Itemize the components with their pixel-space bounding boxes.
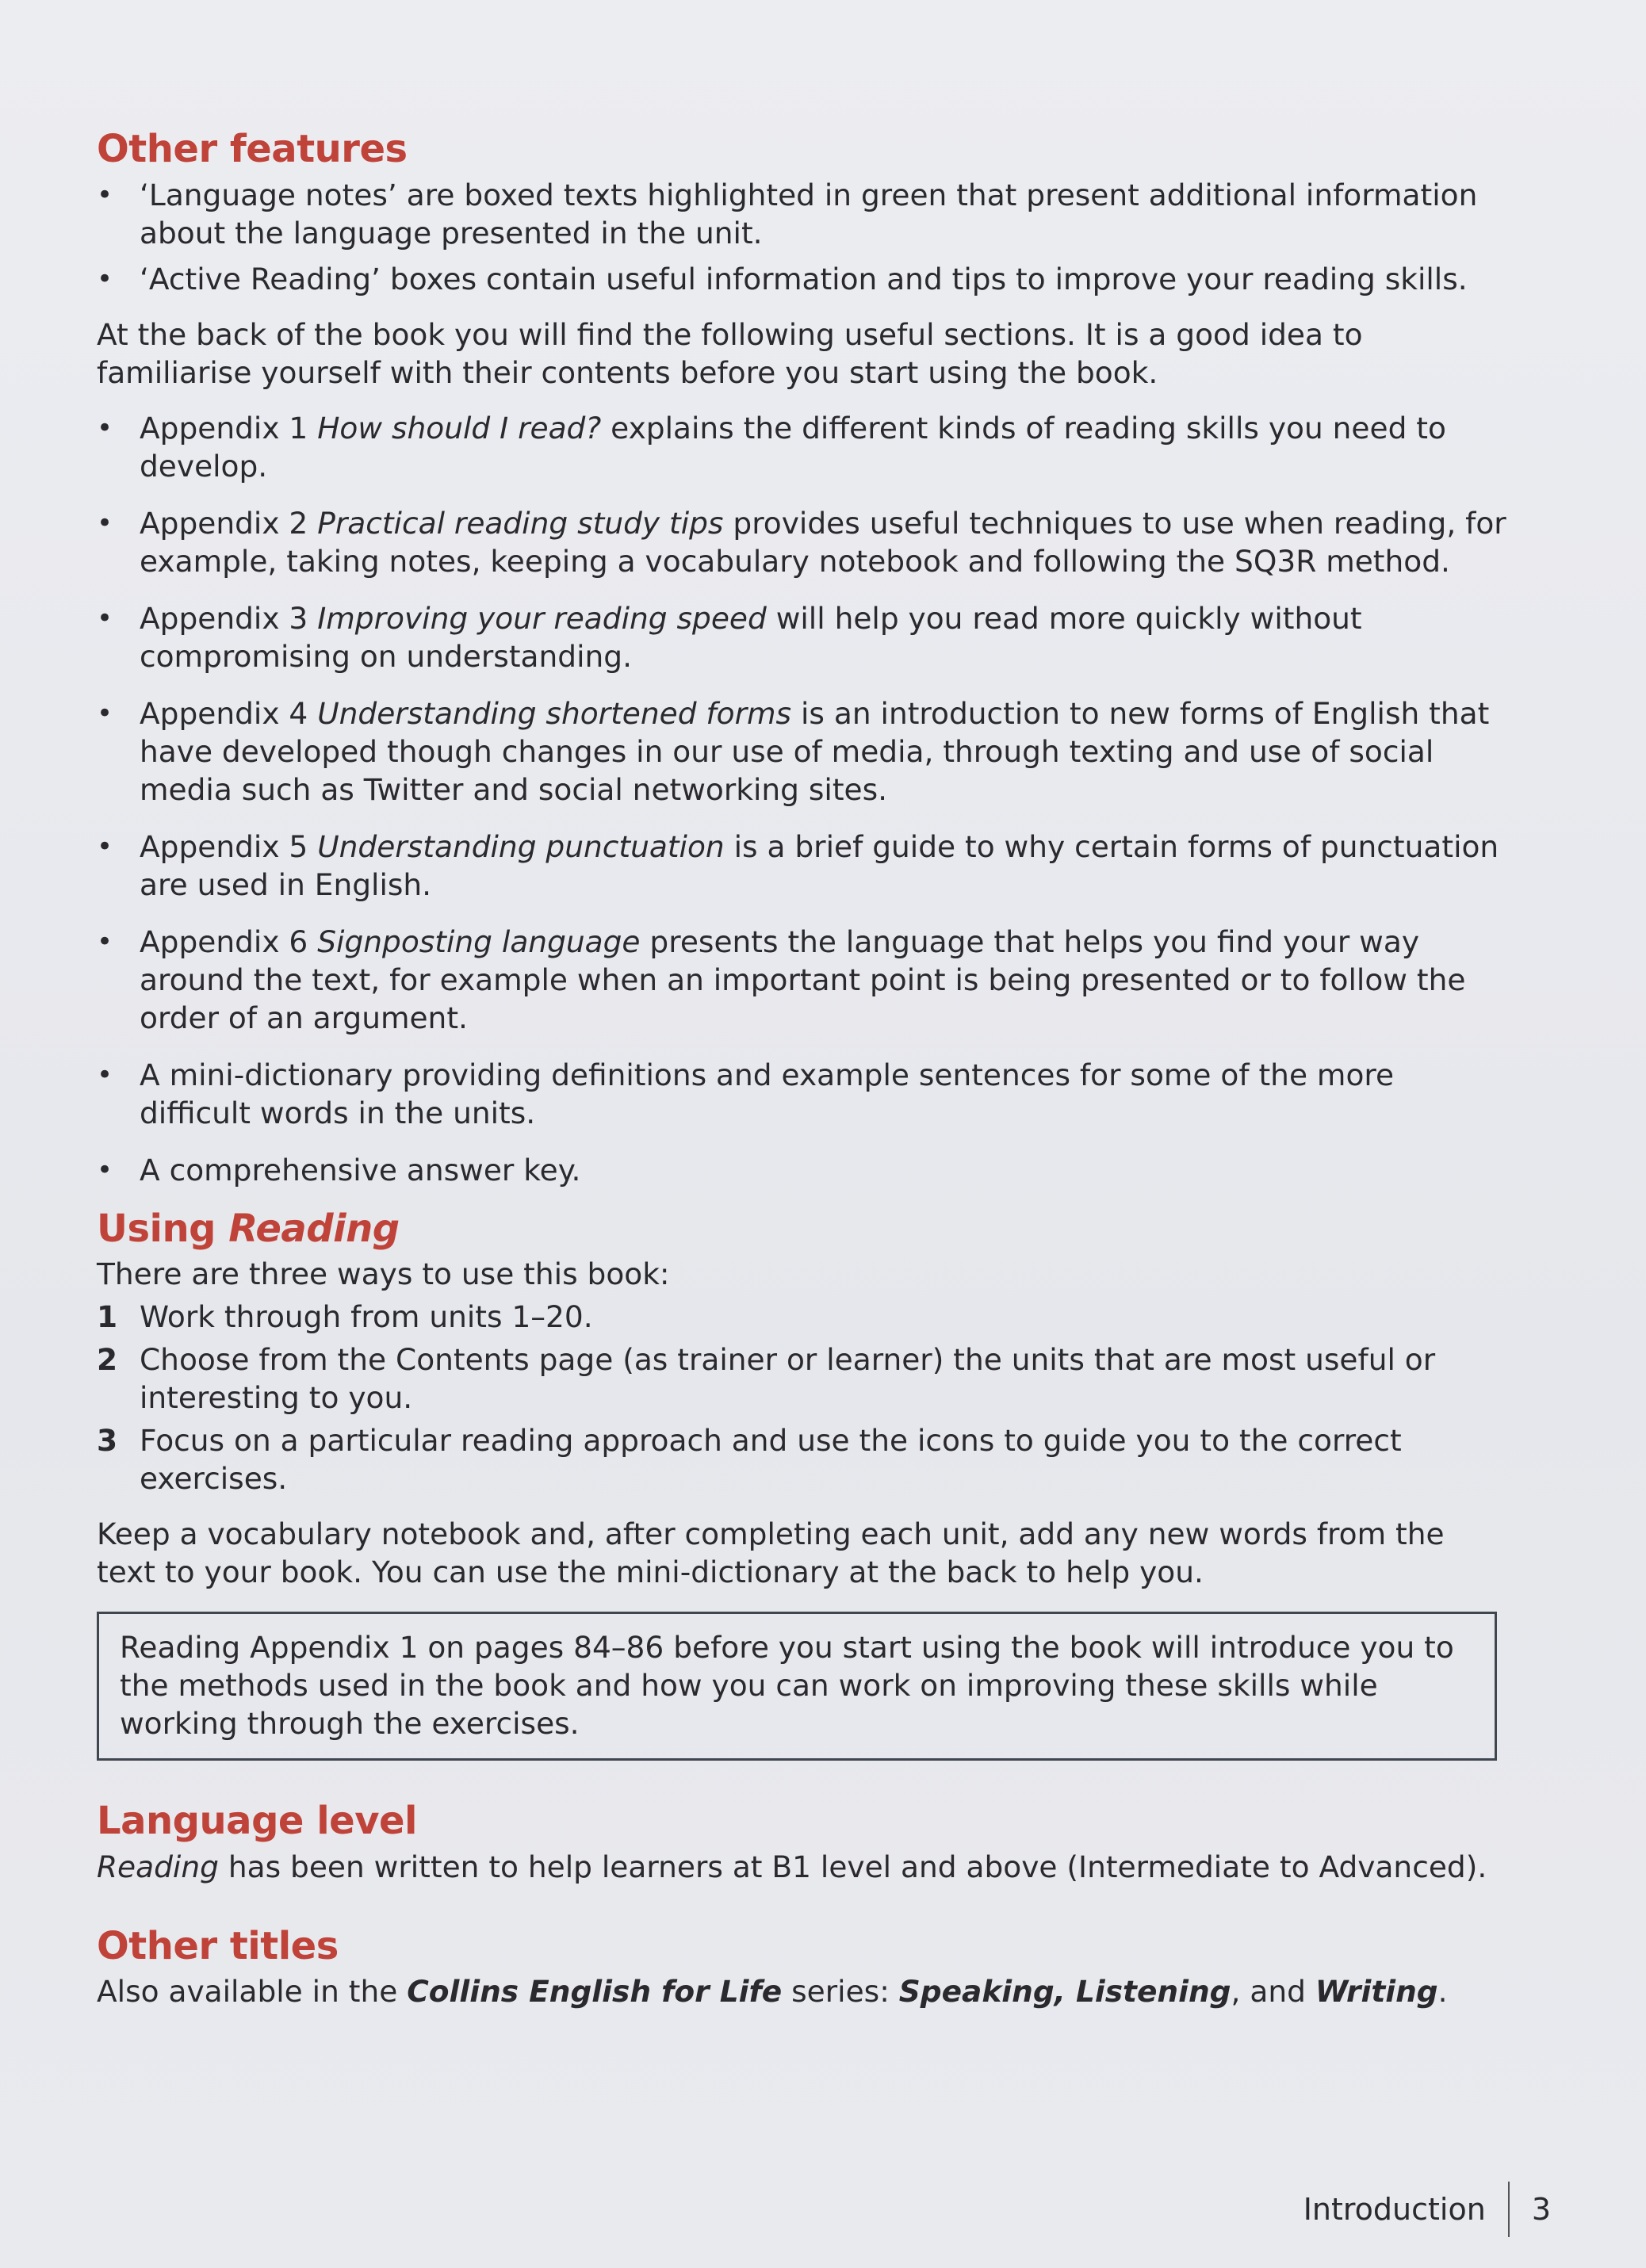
appendix-title: Understanding punctuation <box>317 828 725 864</box>
other-titles-lead: Also available in the <box>97 1974 408 2010</box>
appendix-title: Signposting language <box>317 924 641 959</box>
appendix-title: Understanding shortened forms <box>317 695 792 731</box>
appendix-desc: is a brief guide to why certain forms of punctuation are used in English. <box>140 828 1499 902</box>
vocab-note: Keep a vocabulary notebook and, after completing each unit, add any new words from the text to your book. You can use the mini-dictionary at the back to help you. <box>97 1516 1445 1590</box>
step-text: Work through from units 1–20. <box>140 1299 593 1335</box>
appendix-title: Practical reading study tips <box>317 505 724 541</box>
other-title-2: Writing <box>1315 1974 1438 2010</box>
appendix-prefix: Appendix 5 <box>140 828 318 864</box>
content <box>97 127 1508 2010</box>
heading-using-reading <box>97 1207 1508 1253</box>
list-item <box>97 1341 1508 1417</box>
steps-list <box>97 1298 1508 1497</box>
series-name: Collins English for Life <box>407 1974 783 2010</box>
appendix-title: How should I read? <box>317 410 602 446</box>
list-item <box>97 504 1508 580</box>
list-item: • A comprehensive answer key. <box>97 1151 1508 1189</box>
appendix-desc: explains the different kinds of reading skills you need to develop. <box>140 410 1446 484</box>
feature-list <box>97 176 1508 298</box>
list-item <box>97 828 1508 904</box>
using-intro: There are three ways to use this book: <box>97 1256 670 1292</box>
list-item <box>97 694 1508 809</box>
page-number: 3 <box>1531 2192 1551 2227</box>
other-titles-text <box>97 1972 1508 2010</box>
list-item <box>97 409 1508 485</box>
heading-other-features: Other features <box>97 127 408 171</box>
appendix-list <box>97 409 1508 1189</box>
list-item <box>97 1298 1508 1336</box>
footer-section: Introduction <box>1303 2192 1486 2227</box>
step-text: Choose from the Contents page (as trainer or learner) the units that are most useful or interesting to you. <box>140 1342 1436 1416</box>
heading-using-plain: Using <box>97 1206 229 1251</box>
heading-other-titles: Other titles <box>97 1923 339 1968</box>
appendix-prefix: Appendix 6 <box>140 924 318 959</box>
step-number: 1 <box>97 1299 118 1335</box>
appendix-tip-box <box>97 1612 1497 1761</box>
appendix-desc: presents the language that helps you find your way around the text, for example when an important point is being presented or to follow the order of an argument. <box>140 924 1466 1035</box>
appendix-prefix: Appendix 2 <box>140 505 318 541</box>
language-level-text <box>97 1848 1508 1886</box>
list-item <box>97 1421 1508 1497</box>
list-item: • ‘Language notes’ are boxed texts highlighted in green that present additional information about the language presented in the unit. <box>97 176 1508 252</box>
list-item <box>97 599 1508 675</box>
appendix-desc: is an introduction to new forms of English that have developed though changes in our use of media, through texting and use of social media such as Twitter and social networking sites. <box>140 695 1490 807</box>
language-level-body: has been written to help learners at B1 level and above (Intermediate to Advanced). <box>218 1849 1487 1884</box>
other-titles-sep: , and <box>1231 1974 1315 2010</box>
list-item: • A mini-dictionary providing definitions and example sentences for some of the more difficult words in the units. <box>97 1056 1508 1132</box>
step-number: 3 <box>97 1423 118 1459</box>
other-title-1: Speaking, Listening <box>898 1974 1231 2010</box>
appendix-desc: provides useful techniques to use when reading, for example, taking notes, keeping a vocabulary notebook and following the SQ3R method. <box>140 505 1506 579</box>
appendix-title: Improving your reading speed <box>317 600 767 636</box>
appendix-prefix: Appendix 1 <box>140 410 318 446</box>
footer-divider <box>1508 2182 1510 2237</box>
back-of-book-intro: At the back of the book you will find the following useful sections. It is a good idea to familiarise yourself with their contents before you start using the book. <box>97 316 1363 390</box>
list-item <box>97 923 1508 1037</box>
step-number: 2 <box>97 1342 118 1378</box>
heading-language-level: Language level <box>97 1799 417 1844</box>
language-level-italic: Reading <box>97 1849 219 1884</box>
appendix-desc: will help you read more quickly without compromising on understanding. <box>140 600 1362 674</box>
heading-using-italic: Reading <box>228 1206 400 1251</box>
appendix-prefix: Appendix 3 <box>140 600 318 636</box>
page-footer <box>1303 2182 1551 2237</box>
tip-box-text: Reading Appendix 1 on pages 84–86 before you start using the book will introduce you to the methods used in the book and how you can work on improving these skills while working through the exercises. <box>120 1630 1454 1742</box>
other-titles-end: . <box>1437 1974 1448 2010</box>
step-text: Focus on a particular reading approach and use the icons to guide you to the correct exercises. <box>140 1423 1402 1497</box>
appendix-prefix: Appendix 4 <box>140 695 318 731</box>
list-item: • ‘Active Reading’ boxes contain useful information and tips to improve your reading skills. <box>97 260 1508 298</box>
other-titles-mid: series: <box>782 1974 899 2010</box>
